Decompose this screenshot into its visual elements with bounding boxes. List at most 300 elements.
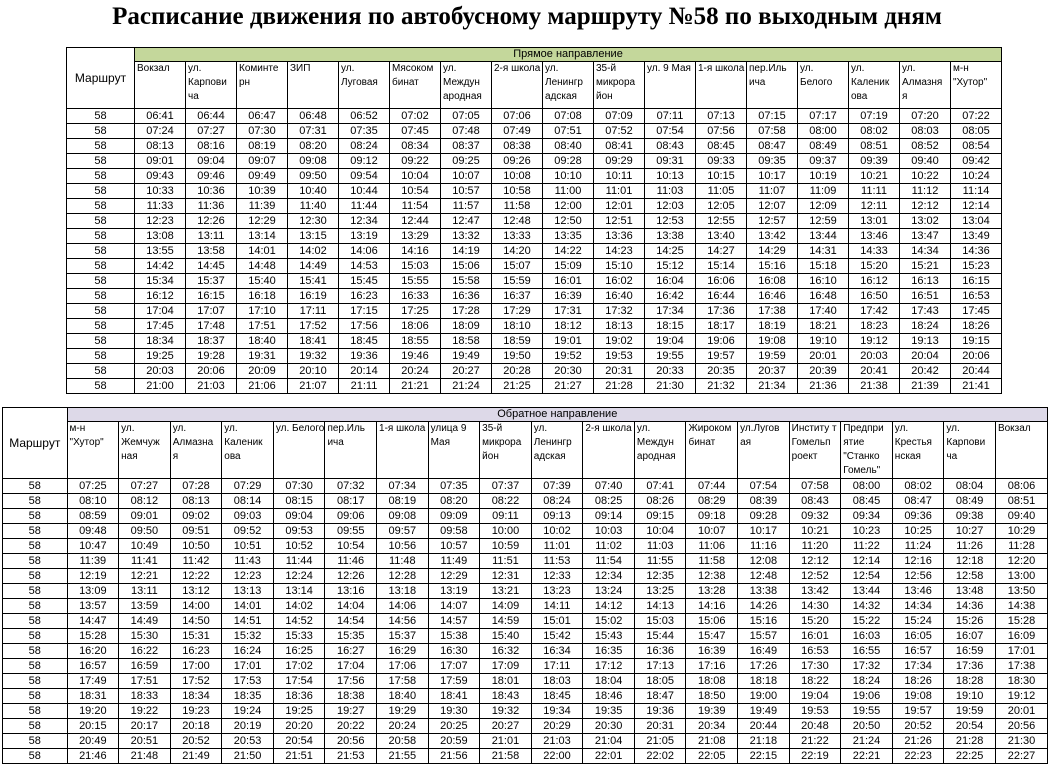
time-cell: 07:58	[747, 124, 798, 139]
time-cell: 21:56	[428, 749, 480, 764]
time-cell: 20:58	[377, 734, 429, 749]
time-cell: 13:58	[186, 244, 237, 259]
time-cell: 22:27	[995, 749, 1047, 764]
time-cell: 19:12	[849, 334, 900, 349]
time-cell: 13:00	[995, 569, 1047, 584]
time-cell: 11:55	[634, 554, 686, 569]
time-cell: 10:27	[944, 524, 996, 539]
time-cell: 21:01	[480, 734, 532, 749]
time-cell: 21:24	[441, 379, 492, 394]
time-cell: 07:11	[645, 109, 696, 124]
time-cell: 11:33	[135, 199, 186, 214]
time-cell: 19:24	[222, 704, 274, 719]
time-cell: 09:07	[237, 154, 288, 169]
route-number-cell: 58	[67, 274, 135, 289]
time-cell: 09:52	[222, 524, 274, 539]
time-cell: 08:40	[543, 139, 594, 154]
time-cell: 10:07	[441, 169, 492, 184]
time-cell: 09:33	[696, 154, 747, 169]
table-row	[3, 629, 1048, 644]
time-cell: 21:25	[492, 379, 543, 394]
time-cell: 08:24	[531, 494, 583, 509]
stop-header: м-н "Хутор"	[67, 422, 119, 479]
stop-header: Институ т Гомельп роект	[789, 422, 841, 479]
time-cell: 15:06	[686, 614, 738, 629]
direction-row	[3, 408, 1048, 422]
time-cell: 15:45	[339, 274, 390, 289]
time-cell: 16:30	[428, 644, 480, 659]
time-cell: 12:14	[841, 554, 893, 569]
time-cell: 08:12	[119, 494, 171, 509]
time-cell: 13:08	[135, 229, 186, 244]
time-cell: 19:23	[170, 704, 222, 719]
time-cell: 16:27	[325, 644, 377, 659]
time-cell: 08:00	[841, 479, 893, 494]
time-cell: 18:18	[738, 674, 790, 689]
time-cell: 15:40	[480, 629, 532, 644]
time-cell: 08:34	[390, 139, 441, 154]
time-cell: 17:56	[339, 319, 390, 334]
time-cell: 14:01	[237, 244, 288, 259]
route-number-cell: 58	[67, 364, 135, 379]
time-cell: 08:16	[186, 139, 237, 154]
time-cell: 18:59	[492, 334, 543, 349]
time-cell: 19:49	[738, 704, 790, 719]
time-cell: 11:28	[995, 539, 1047, 554]
time-cell: 11:03	[645, 184, 696, 199]
time-cell: 20:01	[995, 704, 1047, 719]
time-cell: 09:53	[273, 524, 325, 539]
time-cell: 18:41	[288, 334, 339, 349]
time-cell: 13:13	[222, 584, 274, 599]
time-cell: 10:29	[995, 524, 1047, 539]
time-cell: 19:25	[135, 349, 186, 364]
time-cell: 16:10	[798, 274, 849, 289]
time-cell: 20:31	[634, 719, 686, 734]
table-row	[3, 554, 1048, 569]
time-cell: 15:31	[170, 629, 222, 644]
time-cell: 15:32	[222, 629, 274, 644]
stop-header: 35-й микрора йон	[480, 422, 532, 479]
route-number-cell: 58	[67, 334, 135, 349]
time-cell: 11:43	[222, 554, 274, 569]
time-cell: 22:25	[944, 749, 996, 764]
time-cell: 11:14	[951, 184, 1002, 199]
time-cell: 17:38	[995, 659, 1047, 674]
route-number-cell: 58	[3, 569, 68, 584]
time-cell: 10:07	[686, 524, 738, 539]
time-cell: 12:50	[543, 214, 594, 229]
time-cell: 16:35	[583, 644, 635, 659]
time-cell: 20:49	[67, 734, 119, 749]
time-cell: 07:05	[441, 109, 492, 124]
time-cell: 12:05	[696, 199, 747, 214]
time-cell: 08:04	[944, 479, 996, 494]
time-cell: 11:53	[531, 554, 583, 569]
time-cell: 10:13	[645, 169, 696, 184]
time-cell: 13:47	[900, 229, 951, 244]
time-cell: 09:54	[339, 169, 390, 184]
time-cell: 21:34	[747, 379, 798, 394]
time-cell: 08:22	[480, 494, 532, 509]
time-cell: 15:20	[849, 259, 900, 274]
table-row	[67, 214, 1002, 229]
time-cell: 13:42	[747, 229, 798, 244]
time-cell: 15:09	[543, 259, 594, 274]
time-cell: 19:27	[325, 704, 377, 719]
time-cell: 16:33	[390, 289, 441, 304]
time-cell: 10:21	[849, 169, 900, 184]
time-cell: 13:16	[325, 584, 377, 599]
time-cell: 17:07	[186, 304, 237, 319]
time-cell: 14:52	[273, 614, 325, 629]
time-cell: 11:11	[849, 184, 900, 199]
time-cell: 07:48	[441, 124, 492, 139]
stop-header: ул. Карпови ча	[944, 422, 996, 479]
time-cell: 07:22	[951, 109, 1002, 124]
time-cell: 18:08	[686, 674, 738, 689]
time-cell: 21:21	[390, 379, 441, 394]
time-cell: 14:56	[377, 614, 429, 629]
time-cell: 19:20	[67, 704, 119, 719]
time-cell: 16:40	[594, 289, 645, 304]
stop-header: ул. Жемчуж ная	[119, 422, 171, 479]
time-cell: 15:30	[119, 629, 171, 644]
time-cell: 20:34	[686, 719, 738, 734]
time-cell: 07:30	[237, 124, 288, 139]
time-cell: 06:47	[237, 109, 288, 124]
time-cell: 12:55	[696, 214, 747, 229]
time-cell: 07:27	[186, 124, 237, 139]
time-cell: 13:28	[686, 584, 738, 599]
time-cell: 14:31	[798, 244, 849, 259]
time-cell: 18:26	[892, 674, 944, 689]
time-cell: 13:25	[634, 584, 686, 599]
time-cell: 16:01	[543, 274, 594, 289]
time-cell: 13:09	[67, 584, 119, 599]
table-row	[67, 349, 1002, 364]
time-cell: 17:01	[995, 644, 1047, 659]
time-cell: 16:09	[995, 629, 1047, 644]
time-cell: 19:00	[738, 689, 790, 704]
time-cell: 16:02	[594, 274, 645, 289]
time-cell: 15:55	[390, 274, 441, 289]
time-cell: 11:06	[686, 539, 738, 554]
time-cell: 20:42	[900, 364, 951, 379]
time-cell: 14:20	[492, 244, 543, 259]
time-cell: 19:12	[995, 689, 1047, 704]
time-cell: 06:52	[339, 109, 390, 124]
time-cell: 08:03	[900, 124, 951, 139]
time-cell: 09:40	[995, 509, 1047, 524]
time-cell: 10:58	[492, 184, 543, 199]
stop-header: ул. Алмазня я	[900, 62, 951, 109]
time-cell: 15:59	[492, 274, 543, 289]
time-cell: 20:19	[222, 719, 274, 734]
route-number-cell: 58	[3, 554, 68, 569]
time-cell: 17:12	[583, 659, 635, 674]
time-cell: 17:38	[747, 304, 798, 319]
time-cell: 18:22	[789, 674, 841, 689]
time-cell: 21:48	[119, 749, 171, 764]
time-cell: 16:34	[531, 644, 583, 659]
time-cell: 07:54	[738, 479, 790, 494]
table-row	[3, 599, 1048, 614]
time-cell: 10:17	[738, 524, 790, 539]
table-row	[67, 244, 1002, 259]
time-cell: 09:32	[789, 509, 841, 524]
time-cell: 14:06	[339, 244, 390, 259]
time-cell: 12:54	[841, 569, 893, 584]
time-cell: 12:18	[944, 554, 996, 569]
time-cell: 08:25	[583, 494, 635, 509]
table-row	[3, 749, 1048, 764]
time-cell: 08:49	[944, 494, 996, 509]
time-cell: 15:22	[841, 614, 893, 629]
time-cell: 13:11	[119, 584, 171, 599]
time-cell: 10:00	[480, 524, 532, 539]
stop-header: ул. Алмазна я	[170, 422, 222, 479]
time-cell: 21:50	[222, 749, 274, 764]
route-number-cell: 58	[67, 154, 135, 169]
time-cell: 12:35	[634, 569, 686, 584]
time-cell: 14:00	[170, 599, 222, 614]
time-cell: 09:12	[339, 154, 390, 169]
time-cell: 16:03	[841, 629, 893, 644]
time-cell: 15:47	[686, 629, 738, 644]
time-cell: 08:10	[67, 494, 119, 509]
time-cell: 21:30	[995, 734, 1047, 749]
route-number-cell: 58	[67, 349, 135, 364]
stop-header: ул. Луговая	[339, 62, 390, 109]
time-cell: 16:12	[849, 274, 900, 289]
time-cell: 10:44	[339, 184, 390, 199]
time-cell: 22:00	[531, 749, 583, 764]
time-cell: 16:39	[543, 289, 594, 304]
time-cell: 08:38	[492, 139, 543, 154]
time-cell: 08:14	[222, 494, 274, 509]
time-cell: 16:15	[186, 289, 237, 304]
time-cell: 22:21	[841, 749, 893, 764]
route-number-cell: 58	[3, 614, 68, 629]
time-cell: 10:15	[696, 169, 747, 184]
time-cell: 21:07	[288, 379, 339, 394]
time-cell: 12:58	[944, 569, 996, 584]
time-cell: 21:51	[273, 749, 325, 764]
time-cell: 09:50	[119, 524, 171, 539]
time-cell: 16:46	[747, 289, 798, 304]
route-number-cell: 58	[3, 494, 68, 509]
time-cell: 06:48	[288, 109, 339, 124]
route-column-header: Маршрут	[67, 48, 135, 109]
time-cell: 20:41	[849, 364, 900, 379]
time-cell: 17:45	[951, 304, 1002, 319]
time-cell: 07:28	[170, 479, 222, 494]
time-cell: 13:15	[288, 229, 339, 244]
time-cell: 16:42	[645, 289, 696, 304]
time-cell: 20:22	[325, 719, 377, 734]
time-cell: 07:08	[543, 109, 594, 124]
route-number-cell: 58	[3, 629, 68, 644]
time-cell: 17:28	[441, 304, 492, 319]
time-cell: 08:13	[135, 139, 186, 154]
time-cell: 16:29	[377, 644, 429, 659]
time-cell: 08:20	[288, 139, 339, 154]
table-row	[3, 614, 1048, 629]
time-cell: 21:28	[594, 379, 645, 394]
time-cell: 11:58	[686, 554, 738, 569]
time-cell: 17:49	[67, 674, 119, 689]
time-cell: 19:52	[543, 349, 594, 364]
time-cell: 21:06	[237, 379, 288, 394]
time-cell: 17:11	[531, 659, 583, 674]
time-cell: 15:38	[428, 629, 480, 644]
time-cell: 13:59	[119, 599, 171, 614]
time-cell: 14:13	[634, 599, 686, 614]
time-cell: 17:16	[686, 659, 738, 674]
route-number-cell: 58	[67, 109, 135, 124]
time-cell: 10:56	[377, 539, 429, 554]
time-cell: 18:24	[900, 319, 951, 334]
time-cell: 14:16	[686, 599, 738, 614]
stop-header: Жироком бинат	[686, 422, 738, 479]
time-cell: 19:57	[892, 704, 944, 719]
time-cell: 16:50	[849, 289, 900, 304]
time-cell: 10:50	[170, 539, 222, 554]
time-cell: 18:23	[849, 319, 900, 334]
time-cell: 21:49	[170, 749, 222, 764]
time-cell: 18:50	[686, 689, 738, 704]
time-cell: 14:47	[67, 614, 119, 629]
time-cell: 20:24	[390, 364, 441, 379]
time-cell: 18:12	[543, 319, 594, 334]
time-cell: 13:29	[390, 229, 441, 244]
time-cell: 10:19	[798, 169, 849, 184]
time-cell: 11:36	[186, 199, 237, 214]
route-number-cell: 58	[3, 659, 68, 674]
time-cell: 16:23	[170, 644, 222, 659]
time-cell: 17:32	[594, 304, 645, 319]
table-row	[67, 199, 1002, 214]
time-cell: 18:09	[441, 319, 492, 334]
time-cell: 19:46	[390, 349, 441, 364]
route-number-cell: 58	[3, 539, 68, 554]
route-number-cell: 58	[67, 379, 135, 394]
time-cell: 10:39	[237, 184, 288, 199]
time-cell: 09:51	[170, 524, 222, 539]
time-cell: 11:01	[531, 539, 583, 554]
time-cell: 21:08	[686, 734, 738, 749]
time-cell: 18:06	[390, 319, 441, 334]
time-cell: 20:31	[594, 364, 645, 379]
time-cell: 14:59	[480, 614, 532, 629]
time-cell: 16:32	[480, 644, 532, 659]
time-cell: 14:12	[583, 599, 635, 614]
route-number-cell: 58	[67, 304, 135, 319]
time-cell: 09:50	[288, 169, 339, 184]
stop-header: ул. Белого	[798, 62, 849, 109]
time-cell: 17:13	[634, 659, 686, 674]
time-cell: 12:12	[900, 199, 951, 214]
time-cell: 19:06	[841, 689, 893, 704]
table-row	[67, 109, 1002, 124]
route-number-cell: 58	[67, 184, 135, 199]
time-cell: 09:39	[849, 154, 900, 169]
time-cell: 22:23	[892, 749, 944, 764]
time-cell: 13:19	[339, 229, 390, 244]
time-cell: 18:41	[428, 689, 480, 704]
route-number-cell: 58	[67, 319, 135, 334]
route-column-header: Маршрут	[3, 408, 68, 479]
time-cell: 17:25	[390, 304, 441, 319]
time-cell: 17:52	[288, 319, 339, 334]
time-cell: 20:54	[944, 719, 996, 734]
time-cell: 15:26	[944, 614, 996, 629]
time-cell: 15:40	[237, 274, 288, 289]
time-cell: 08:43	[645, 139, 696, 154]
time-cell: 11:09	[798, 184, 849, 199]
stop-header: ЗИП	[288, 62, 339, 109]
time-cell: 09:55	[325, 524, 377, 539]
table-row	[3, 644, 1048, 659]
time-cell: 09:04	[273, 509, 325, 524]
time-cell: 15:10	[594, 259, 645, 274]
table-row	[3, 689, 1048, 704]
time-cell: 06:41	[135, 109, 186, 124]
time-cell: 08:19	[237, 139, 288, 154]
time-cell: 12:48	[492, 214, 543, 229]
time-cell: 22:15	[738, 749, 790, 764]
time-cell: 07:02	[390, 109, 441, 124]
route-number-cell: 58	[67, 124, 135, 139]
time-cell: 21:32	[696, 379, 747, 394]
route-number-cell: 58	[3, 749, 68, 764]
route-number-cell: 58	[3, 644, 68, 659]
time-cell: 12:03	[645, 199, 696, 214]
time-cell: 14:32	[841, 599, 893, 614]
time-cell: 16:53	[951, 289, 1002, 304]
time-cell: 21:28	[944, 734, 996, 749]
time-cell: 12:00	[543, 199, 594, 214]
time-cell: 17:53	[222, 674, 274, 689]
time-cell: 20:03	[849, 349, 900, 364]
time-cell: 16:59	[119, 659, 171, 674]
time-cell: 22:05	[686, 749, 738, 764]
time-cell: 12:48	[738, 569, 790, 584]
time-cell: 07:41	[634, 479, 686, 494]
time-cell: 17:26	[738, 659, 790, 674]
time-cell: 14:09	[480, 599, 532, 614]
time-cell: 15:03	[634, 614, 686, 629]
time-cell: 10:22	[900, 169, 951, 184]
time-cell: 14:26	[738, 599, 790, 614]
table-row	[67, 319, 1002, 334]
time-cell: 10:36	[186, 184, 237, 199]
time-cell: 19:28	[186, 349, 237, 364]
time-cell: 21:26	[892, 734, 944, 749]
time-cell: 12:26	[186, 214, 237, 229]
time-cell: 10:02	[531, 524, 583, 539]
time-cell: 21:39	[900, 379, 951, 394]
stop-header: 35-й микрора йон	[594, 62, 645, 109]
time-cell: 07:37	[480, 479, 532, 494]
time-cell: 16:24	[222, 644, 274, 659]
time-cell: 20:06	[186, 364, 237, 379]
time-cell: 15:14	[696, 259, 747, 274]
time-cell: 14:25	[645, 244, 696, 259]
time-cell: 08:20	[428, 494, 480, 509]
time-cell: 17:07	[428, 659, 480, 674]
